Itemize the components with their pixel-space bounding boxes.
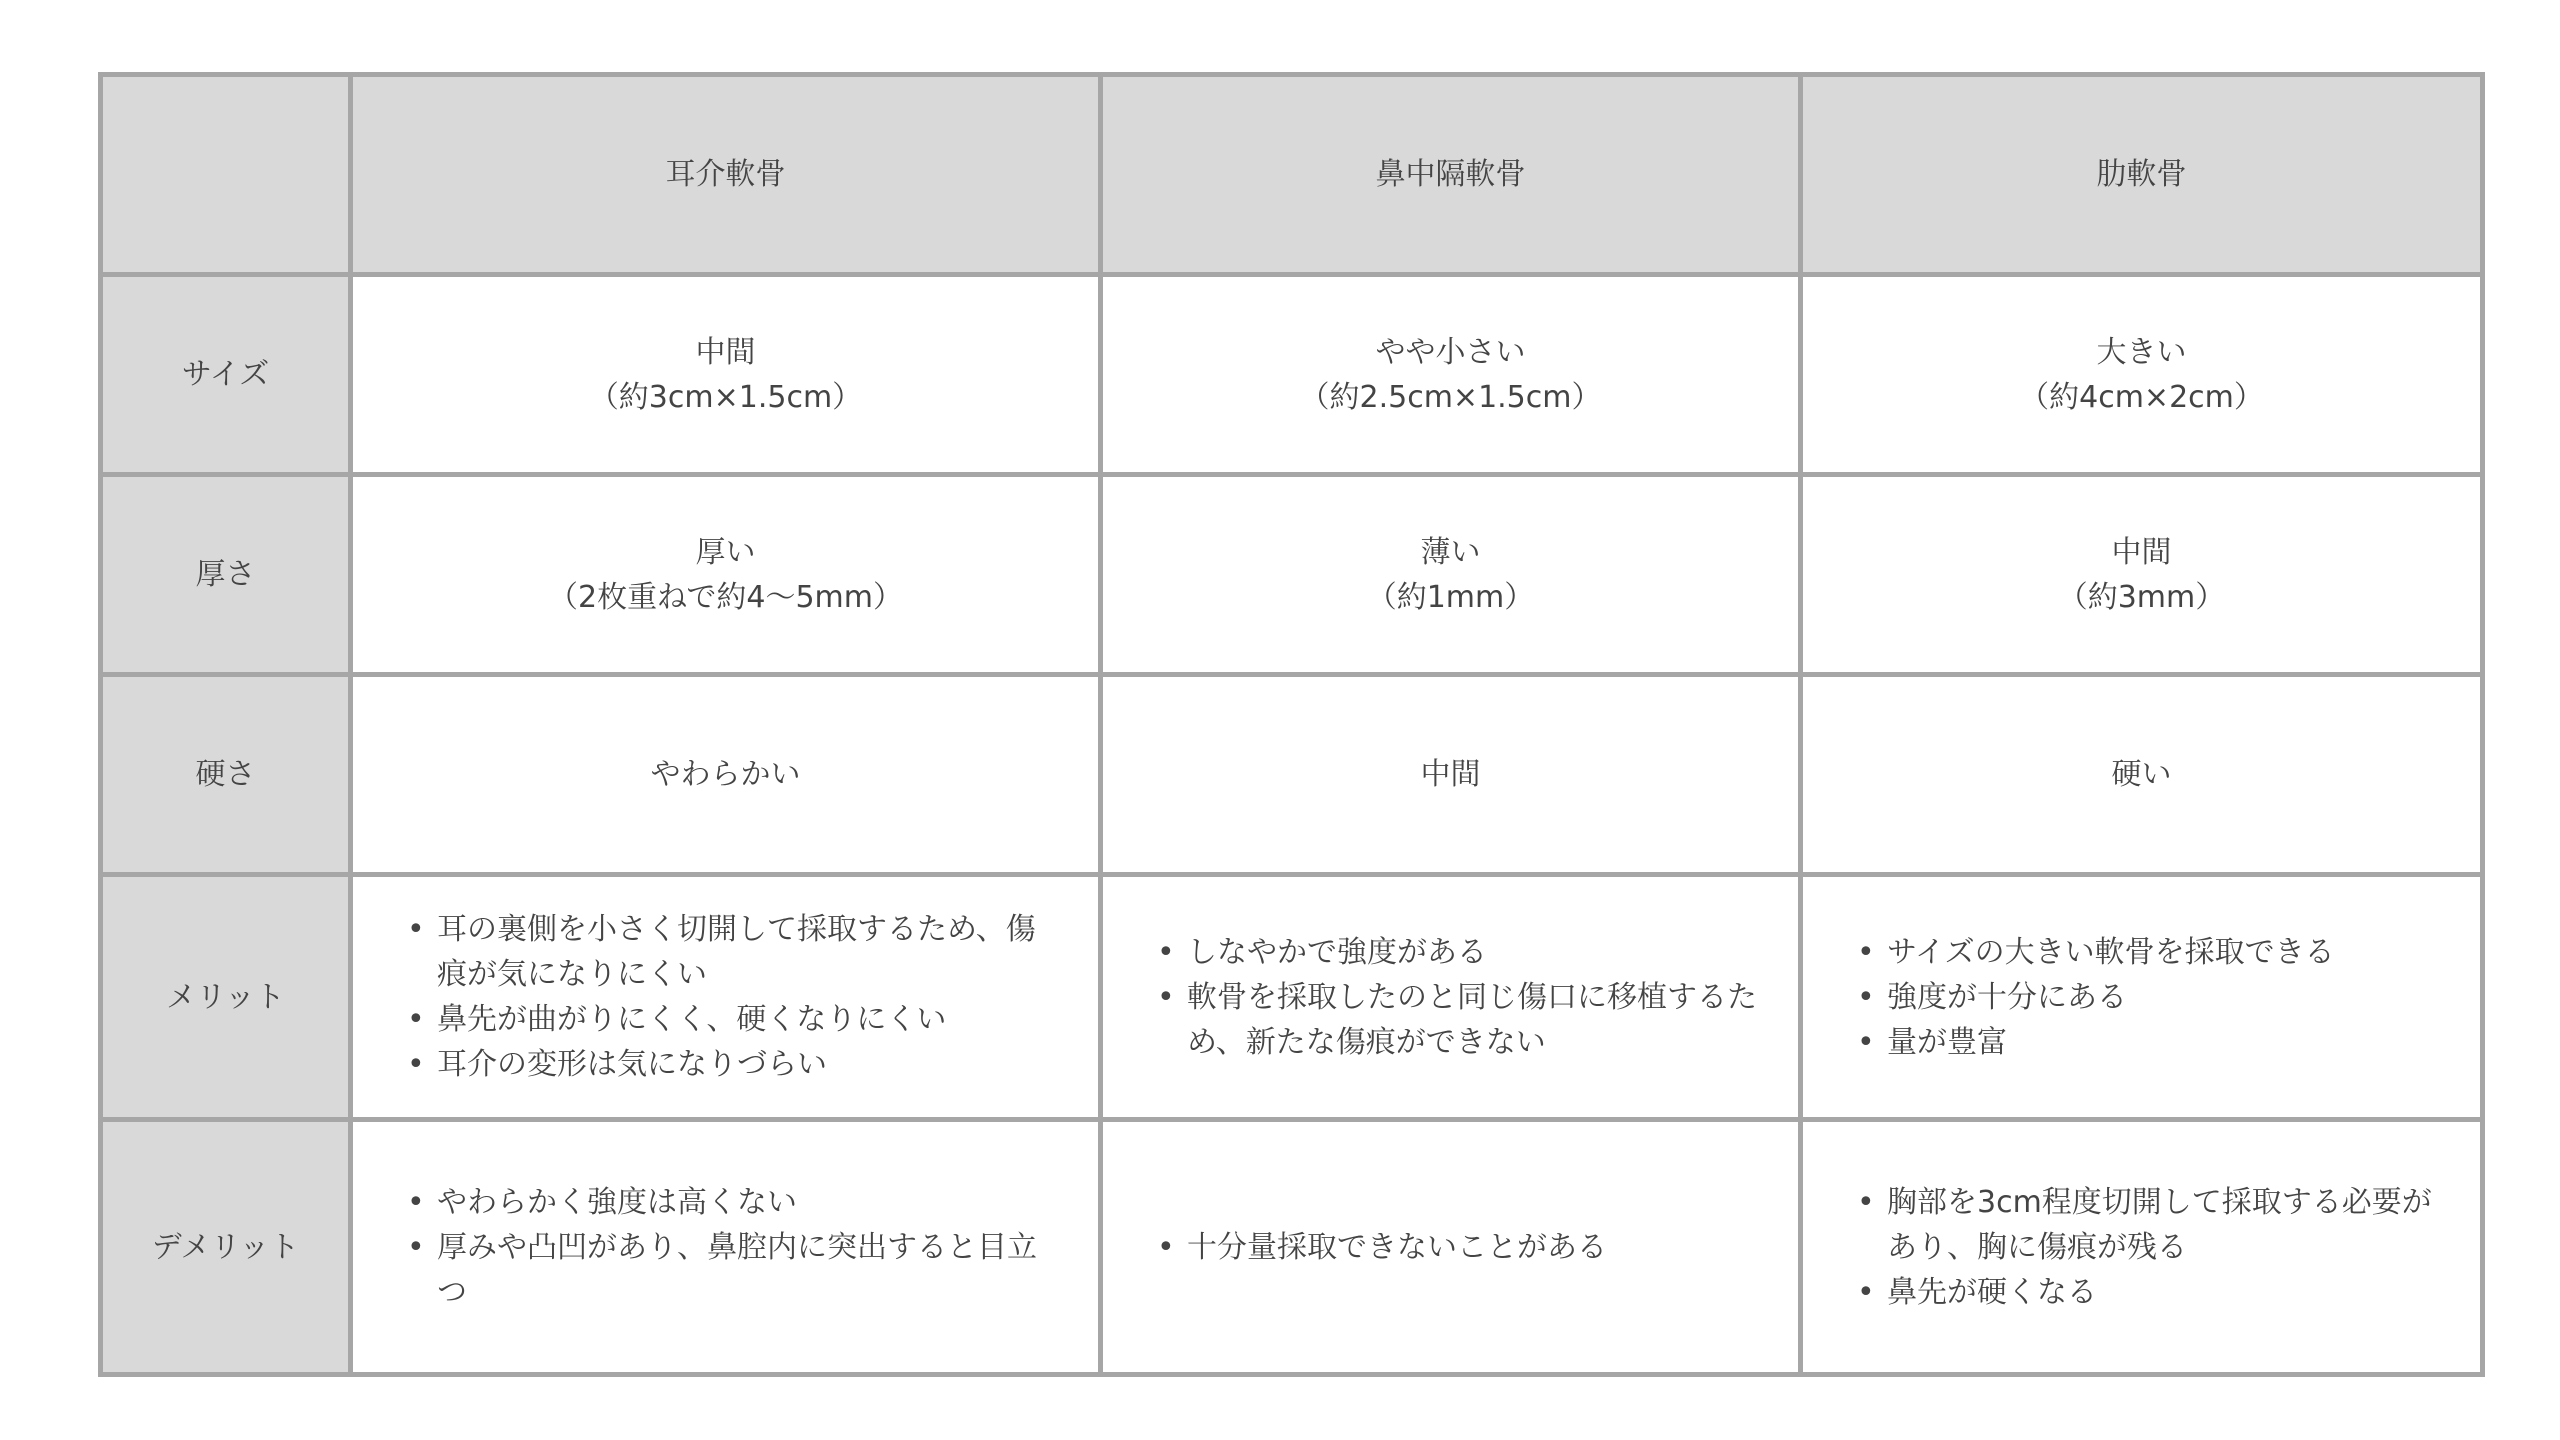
cell-size-ear bbox=[351, 275, 1101, 475]
header-corner-cell bbox=[101, 75, 351, 275]
cell-line: （約4cm×2cm） bbox=[2019, 379, 2264, 415]
cartilage-comparison-table bbox=[98, 72, 2485, 1377]
bullet-list bbox=[1155, 930, 1764, 1065]
list-item: • 量が豊富 bbox=[1887, 1020, 2446, 1065]
comparison-table-container bbox=[98, 72, 2480, 1377]
cell-thickness-septal bbox=[1101, 475, 1801, 675]
table-row-merit bbox=[101, 875, 2483, 1120]
cell-line: 大きい bbox=[2096, 334, 2187, 370]
list-item: • 強度が十分にある bbox=[1887, 975, 2446, 1020]
cell-merit-ear bbox=[351, 875, 1101, 1120]
list-item: • 十分量採取できないことがある bbox=[1187, 1225, 1764, 1270]
bullet-list bbox=[1155, 1225, 1764, 1270]
cell-line: やや小さい bbox=[1375, 334, 1526, 370]
row-label-hardness: 硬さ bbox=[101, 675, 351, 875]
table-row-thickness bbox=[101, 475, 2483, 675]
header-septal-cartilage: 鼻中隔軟骨 bbox=[1101, 75, 1801, 275]
header-row bbox=[101, 75, 2483, 275]
list-item: • 鼻先が硬くなる bbox=[1887, 1270, 2446, 1315]
cell-hardness-rib: 硬い bbox=[1801, 675, 2483, 875]
list-item: • 耳介の変形は気になりづらい bbox=[437, 1042, 1064, 1087]
cell-merit-septal bbox=[1101, 875, 1801, 1120]
bullet-list bbox=[405, 1180, 1064, 1315]
row-label-merit: メリット bbox=[101, 875, 351, 1120]
cell-demerit-rib bbox=[1801, 1120, 2483, 1375]
bullet-list bbox=[1855, 1180, 2446, 1315]
cell-line: 中間 bbox=[2111, 534, 2172, 570]
bullet-list bbox=[1855, 930, 2446, 1065]
cell-line: （約1mm） bbox=[1366, 579, 1535, 615]
cell-line: （約3mm） bbox=[2057, 579, 2226, 615]
table-row-demerit bbox=[101, 1120, 2483, 1375]
list-item: • 耳の裏側を小さく切開して採取するため、傷痕が気になりにくい bbox=[437, 907, 1064, 997]
list-item: • 鼻先が曲がりにくく、硬くなりにくい bbox=[437, 997, 1064, 1042]
cell-line: （約3cm×1.5cm） bbox=[588, 379, 863, 415]
cell-thickness-ear bbox=[351, 475, 1101, 675]
list-item: • 軟骨を採取したのと同じ傷口に移植するため、新たな傷痕ができない bbox=[1187, 975, 1764, 1065]
cell-size-septal bbox=[1101, 275, 1801, 475]
cell-hardness-septal: 中間 bbox=[1101, 675, 1801, 875]
table-row-hardness bbox=[101, 675, 2483, 875]
header-rib-cartilage: 肋軟骨 bbox=[1801, 75, 2483, 275]
cell-demerit-septal bbox=[1101, 1120, 1801, 1375]
cell-demerit-ear bbox=[351, 1120, 1101, 1375]
cell-line: （2枚重ねで約4～5mm） bbox=[548, 579, 903, 615]
cell-hardness-ear: やわらかい bbox=[351, 675, 1101, 875]
row-label-thickness: 厚さ bbox=[101, 475, 351, 675]
list-item: • サイズの大きい軟骨を採取できる bbox=[1887, 930, 2446, 975]
list-item: • 厚みや凸凹があり、鼻腔内に突出すると目立つ bbox=[437, 1225, 1064, 1315]
cell-thickness-rib bbox=[1801, 475, 2483, 675]
cell-line: （約2.5cm×1.5cm） bbox=[1299, 379, 1602, 415]
list-item: • しなやかで強度がある bbox=[1187, 930, 1764, 975]
cell-merit-rib bbox=[1801, 875, 2483, 1120]
table-row-size bbox=[101, 275, 2483, 475]
row-label-size: サイズ bbox=[101, 275, 351, 475]
bullet-list bbox=[405, 907, 1064, 1087]
cell-line: 中間 bbox=[695, 334, 756, 370]
cell-size-rib bbox=[1801, 275, 2483, 475]
list-item: • 胸部を3cm程度切開して採取する必要があり、胸に傷痕が残る bbox=[1887, 1180, 2446, 1270]
row-label-demerit: デメリット bbox=[101, 1120, 351, 1375]
list-item: • やわらかく強度は高くない bbox=[437, 1180, 1064, 1225]
cell-line: 厚い bbox=[695, 534, 756, 570]
header-ear-cartilage: 耳介軟骨 bbox=[351, 75, 1101, 275]
cell-line: 薄い bbox=[1420, 534, 1481, 570]
